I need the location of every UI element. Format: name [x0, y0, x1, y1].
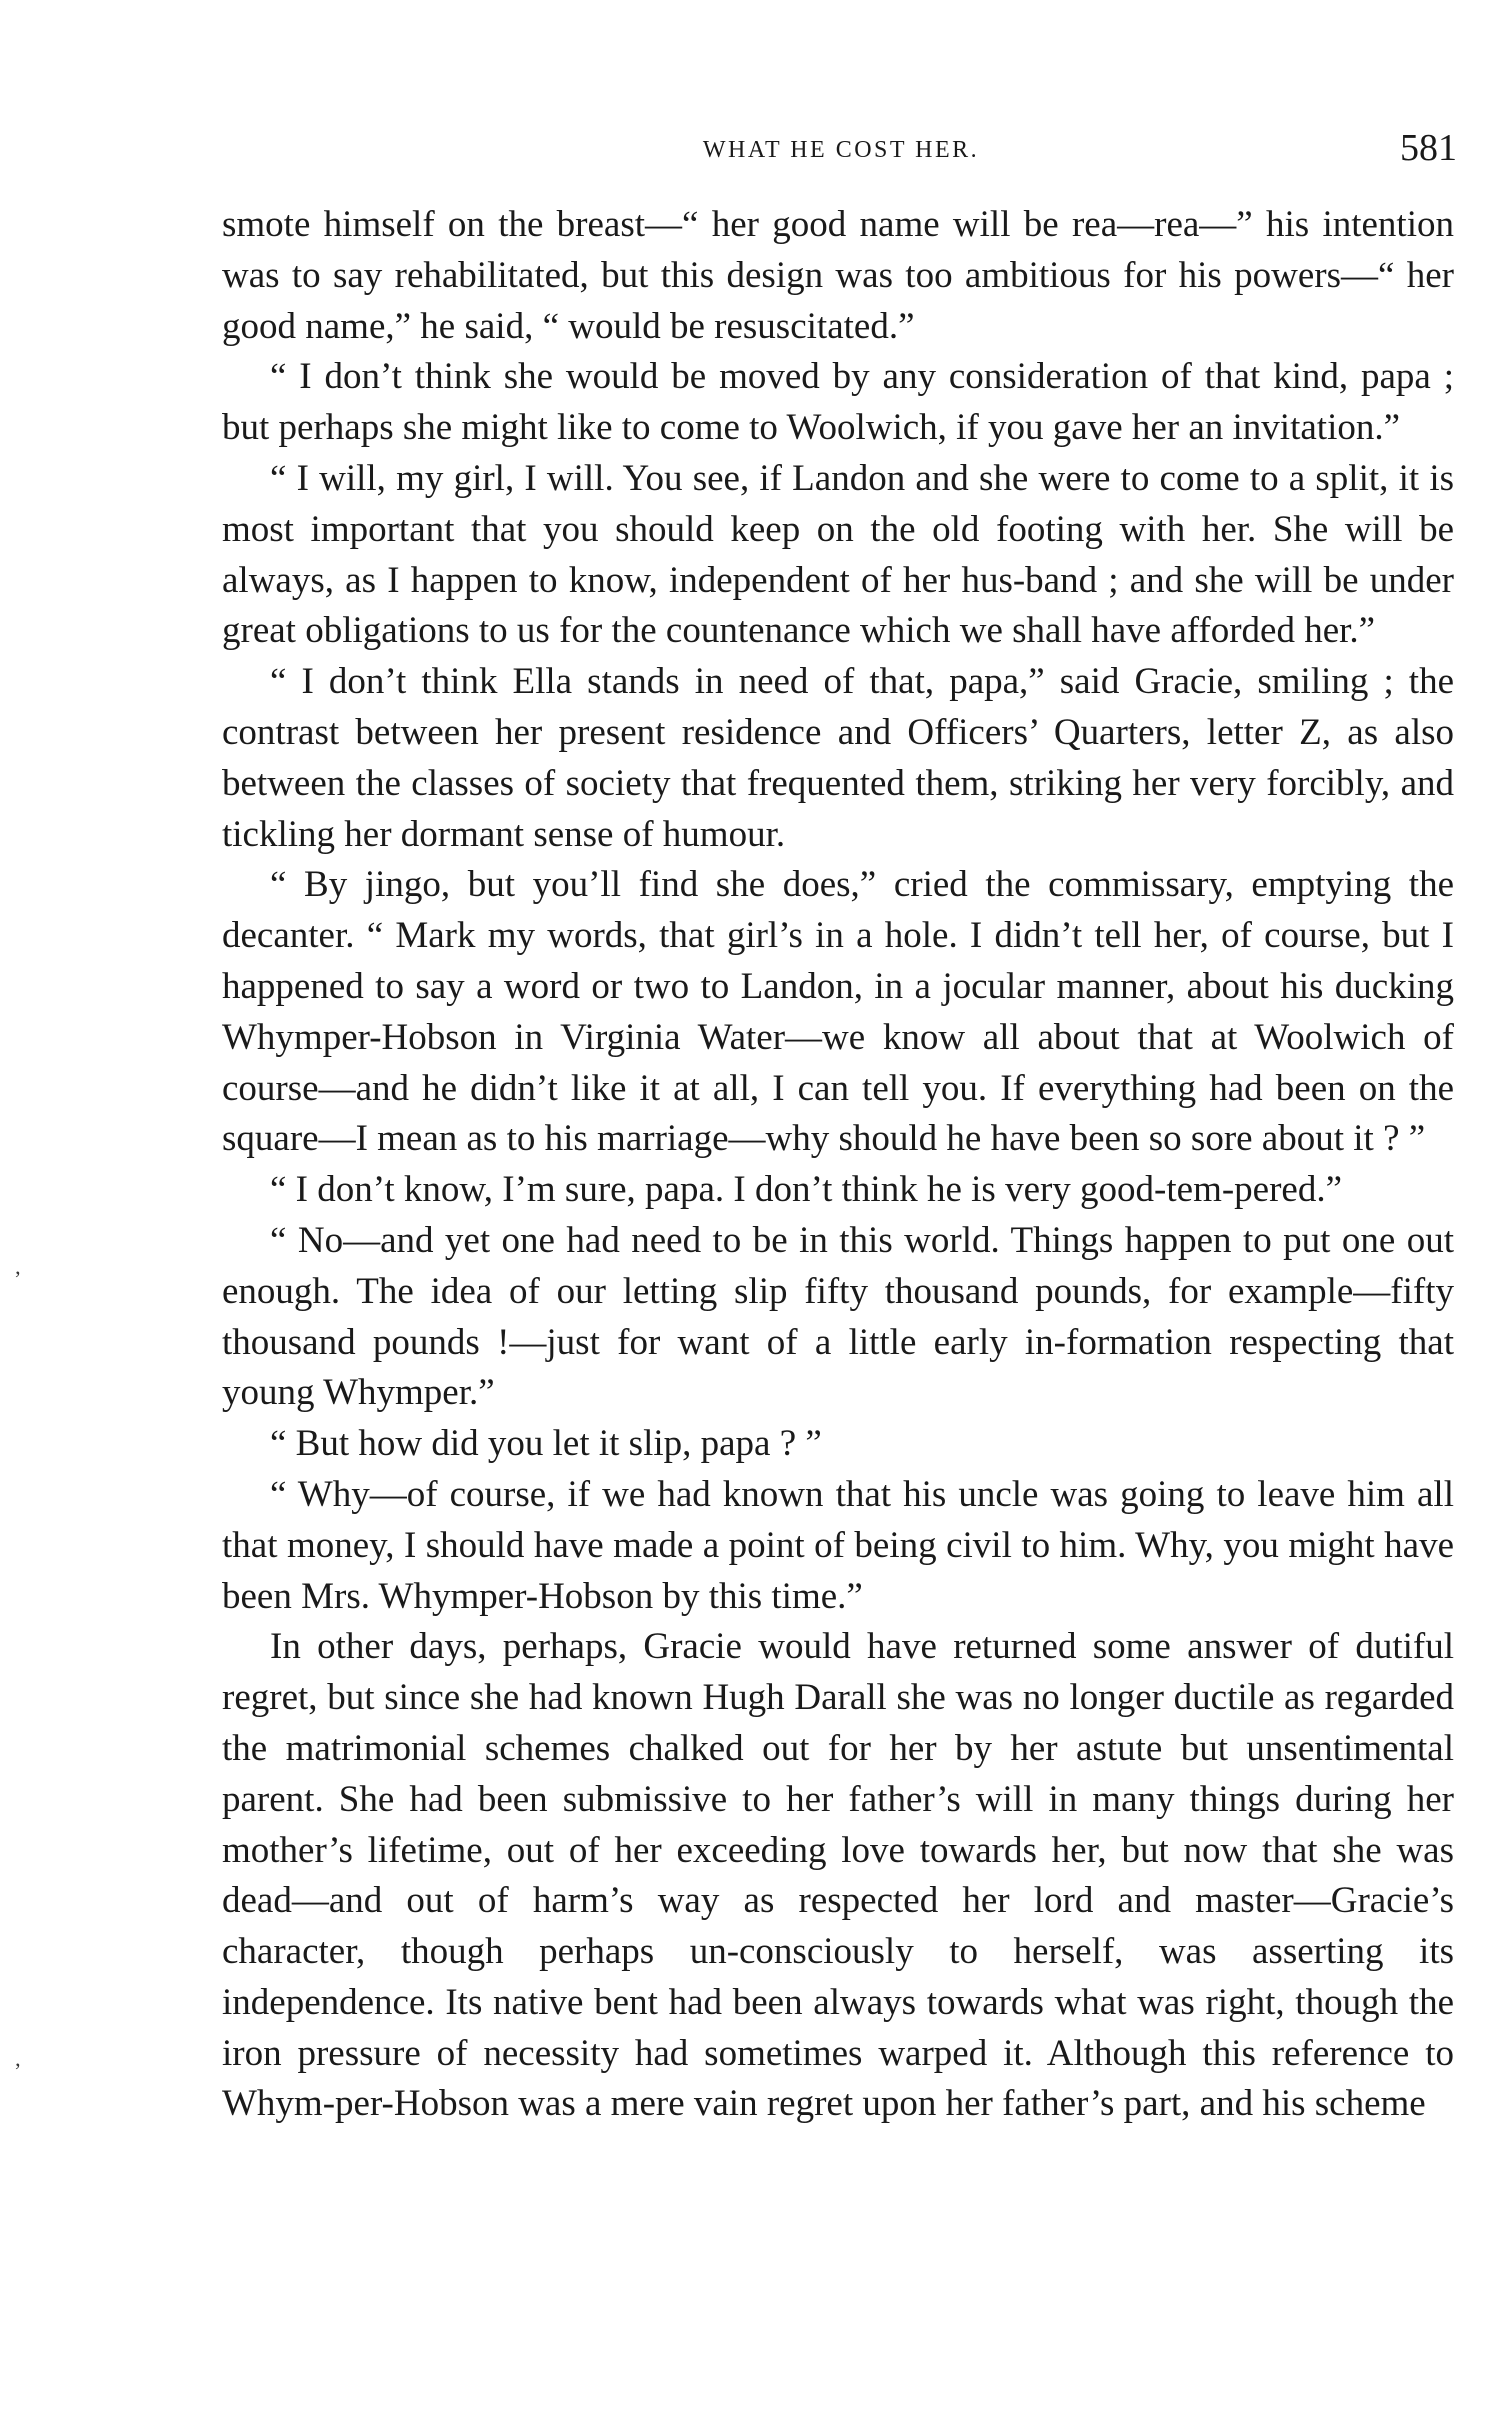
paragraph: “ No—and yet one had need to be in this world. Things happen to put one out enough. The idea of our letting slip fifty thousand pounds, for example—fifty thousand pounds !—just for want of a little early in-formation respecting that young Whymper.”: [222, 1219, 1454, 1414]
paragraph: “ By jingo, but you’ll find she does,” cried the commissary, emptying the decanter. “ Mark my words, that girl’s in a hole. I didn’t tell her, of course, but I happened to say a word or two to Landon, in a jocular manner, about his ducking Whymper-Hobson in Virginia Water—we know all about that at Woolwich of course—and he didn’t like it at all, I can tell you. If everything had been on the square—I mean as to his marriage—why should he have been so sore about it ? ”: [222, 864, 1454, 1160]
margin-speck: ’: [14, 1266, 22, 1291]
paragraph: “ I don’t think she would be moved by any consideration of that kind, papa ; but perhaps she might like to come to Woolwich, if you gave her an invitation.”: [222, 356, 1454, 449]
paragraph: “ I don’t know, I’m sure, papa. I don’t think he is very good-tem-pered.”: [270, 1169, 1343, 1211]
paragraph: smote himself on the breast—“ her good name will be rea—rea—” his intention was to say rehabilitated, but this design was too ambitious for his powers—“ her good name,” he said, “ would be resuscitated.”: [222, 204, 1454, 347]
paragraph: “ Why—of course, if we had known that his uncle was going to leave him all that money, I should have made a point of being civil to him. Why, you might have been Mrs. Whymper-Hobson by this time.”: [222, 1473, 1454, 1617]
paragraph: “ I don’t think Ella stands in need of that, papa,” said Gracie, smiling ; the contrast between her present residence and Officers’ Quarters, letter Z, as also between the classes of society that frequented them, striking her very forcibly, and tickling her dormant sense of humour.: [222, 661, 1454, 855]
paragraph: “ I will, my girl, I will. You see, if Landon and she were to come to a split, it is most important that you should keep on the old footing with her. She will be always, as I happen to know, independent of her hus-band ; and she will be under great obligations to us for the countenance which we shall have afforded her.”: [222, 457, 1454, 652]
paragraph: “ But how did you let it slip, papa ? ”: [270, 1423, 822, 1465]
running-head: [225, 128, 1457, 172]
paragraph: In other days, perhaps, Gracie would have returned some answer of dutiful regret, but since she had known Hugh Darall she was no longer ductile as regarded the matrimonial schemes chalked out for her by her astute but unsentimental parent. She had been submissive to her father’s will in many things during her mother’s lifetime, out of her exceeding love towards her, but now that she was dead—and out of harm’s way as respected her lord and master—Gracie’s character, though perhaps un-consciously to herself, was asserting its independence. Its native bent had been always towards what was right, though the iron pressure of necessity had sometimes warped it. Although this reference to Whym-per-Hobson was a mere vain regret upon her father’s part, and his scheme: [222, 1626, 1454, 2125]
page-number: 581: [1400, 127, 1457, 169]
running-title: WHAT HE COST HER.: [702, 137, 980, 163]
body-text: [222, 200, 1454, 2130]
margin-speck: ’: [14, 2058, 22, 2083]
